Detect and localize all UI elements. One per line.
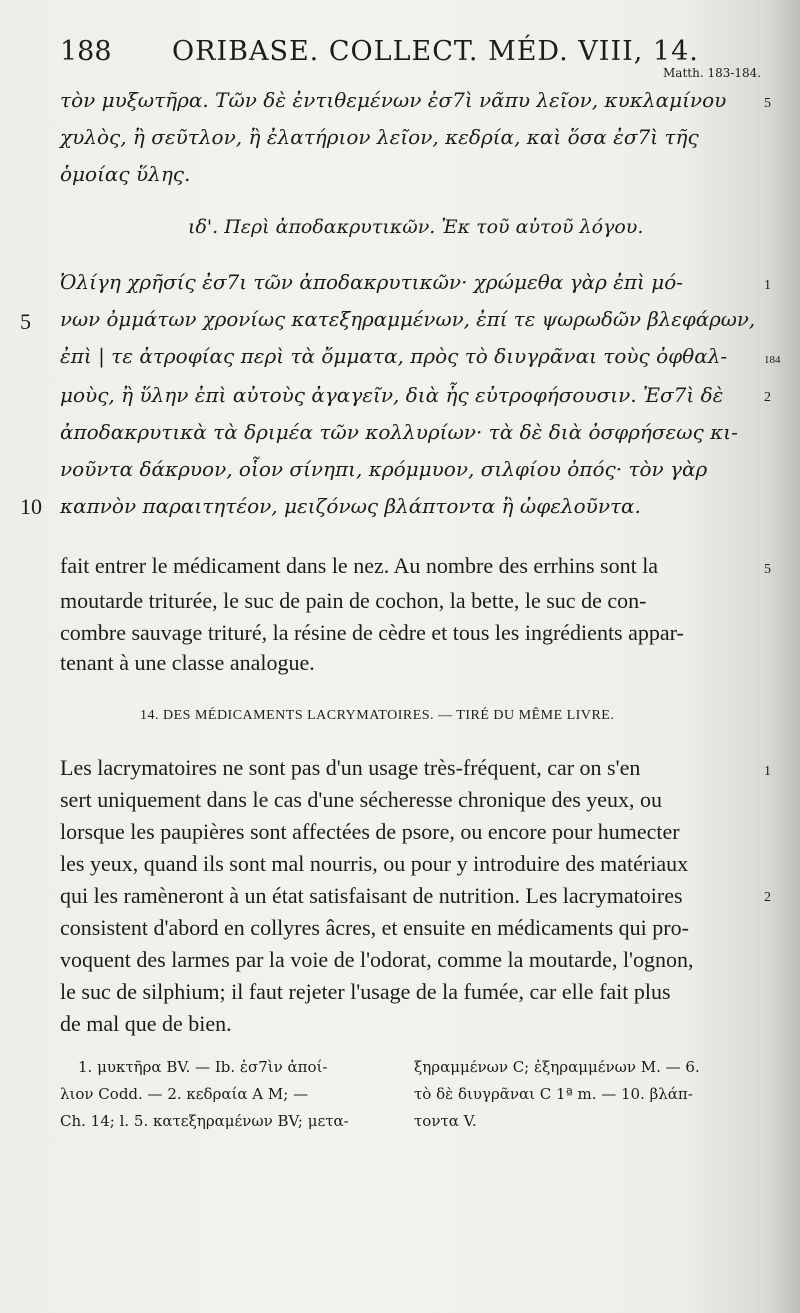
greek-line: νοῦντα δάκρυον, οἷον σίνηπι, κρόμμυον, σιλφίου ὀπός· τὸν γὰρ xyxy=(60,457,708,481)
french-line: moutarde triturée, le suc de pain de cochon, la bette, le suc de con- xyxy=(60,588,647,613)
greek-line: ἐπὶ | τε ἀτροφίας περὶ τὰ ὄμματα, πρὸς τὸ διυγρᾶναι τοὺς ὀφθαλ- xyxy=(60,344,728,368)
french-line: les yeux, quand ils sont mal nourris, ou pour y introduire des matériaux xyxy=(60,851,689,876)
greek-line: τὸν μυξωτῆρα. Τῶν δὲ ἐντιθεμένων ἐσ7ὶ νᾶπυ λεῖον, κυκλαμίνου xyxy=(60,88,727,112)
margin-number: 5 xyxy=(764,562,771,577)
margin-number: 2 xyxy=(764,390,771,405)
greek-line: μοὺς, ἢ ὕλην ἐπὶ αὐτοὺς ἀγαγεῖν, διὰ ἧς εὐτροφήσουσιν. Ἐσ7ὶ δὲ xyxy=(60,383,724,407)
french-line: fait entrer le médicament dans le nez. Au nombre des errhins sont la xyxy=(60,553,659,578)
french-line: Les lacrymatoires ne sont pas d'un usage très-fréquent, car on s'en xyxy=(60,755,641,780)
french-section-heading: 14. DES MÉDICAMENTS LACRYMATOIRES. — TIRÉ DU MÊME LIVRE. xyxy=(140,708,615,723)
matth-reference: Matth. 183-184. xyxy=(663,66,762,80)
greek-line: χυλὸς, ἢ σεῦτλον, ἢ ἐλατήριον λεῖον, κεδρία, καὶ ὅσα ἐσ7ὶ τῆς xyxy=(60,125,699,149)
margin-number: 1 xyxy=(764,764,771,779)
greek-line: ἀποδακρυτικὰ τὰ δριμέα τῶν κολλυρίων· τὰ δὲ διὰ ὀσφρήσεως κι- xyxy=(60,420,738,444)
french-line: tenant à une classe analogue. xyxy=(60,650,315,675)
footnote-right-line: τοντα V. xyxy=(414,1112,477,1130)
margin-line-number: 5 xyxy=(20,309,31,334)
footnote-left-line: Ch. 14; l. 5. κατεξηραμένων BV; μετα- xyxy=(60,1112,349,1130)
french-line: consistent d'abord en collyres âcres, et ensuite en médicaments qui pro- xyxy=(60,915,689,940)
running-title: ORIBASE. COLLECT. MÉD. VIII, 14. xyxy=(172,36,699,67)
greek-line: νων ὀμμάτων χρονίως κατεξηραμμένων, ἐπί τε ψωρωδῶν βλεφάρων, xyxy=(60,307,756,331)
french-line: lorsque les paupières sont affectées de psore, ou encore pour humecter xyxy=(60,819,680,844)
footnote-left-line: λιον Codd. — 2. κεδραία A M; — xyxy=(60,1085,309,1103)
margin-number: 2 xyxy=(764,890,771,905)
margin-number: 184 xyxy=(764,354,781,366)
footnote-right-line: τὸ δὲ διυγρᾶναι C 1ª m. — 10. βλάπ- xyxy=(414,1085,693,1103)
page-number: 188 xyxy=(60,36,112,67)
french-line: sert uniquement dans le cas d'une sécheresse chronique des yeux, ou xyxy=(60,787,663,812)
french-line: combre sauvage trituré, la résine de cèdre et tous les ingrédients appar- xyxy=(60,620,684,645)
french-line: le suc de silphium; il faut rejeter l'usage de la fumée, car elle fait plus xyxy=(60,979,671,1004)
greek-line: Ὀλίγη χρῆσίς ἐσ7ι τῶν ἀποδακρυτικῶν· χρώμεθα γὰρ ἐπὶ μό- xyxy=(60,270,684,294)
footnote-left-line: 1. μυκτῆρα BV. — Ib. ἐσ7ὶν ἀποί- xyxy=(78,1058,328,1076)
footnote-right-line: ξηραμμένων C; ἐξηραμμένων M. — 6. xyxy=(414,1058,700,1076)
greek-line: καπνὸν παραιτητέον, μειζόνως βλάπτοντα ἢ ὠφελοῦντα. xyxy=(60,494,641,518)
margin-number: 5 xyxy=(764,96,771,111)
french-line: qui les ramèneront à un état satisfaisant de nutrition. Les lacrymatoires xyxy=(60,883,683,908)
french-line: voquent des larmes par la voie de l'odorat, comme la moutarde, l'ognon, xyxy=(60,947,694,972)
margin-line-number: 10 xyxy=(20,494,42,519)
greek-section-heading: ιδ'. Περὶ ἀποδακρυτικῶν. Ἐκ τοῦ αὐτοῦ λόγου. xyxy=(188,216,644,238)
margin-number: 1 xyxy=(764,278,771,293)
french-line: de mal que de bien. xyxy=(60,1011,232,1036)
greek-line: ὁμοίας ὕλης. xyxy=(60,162,191,186)
